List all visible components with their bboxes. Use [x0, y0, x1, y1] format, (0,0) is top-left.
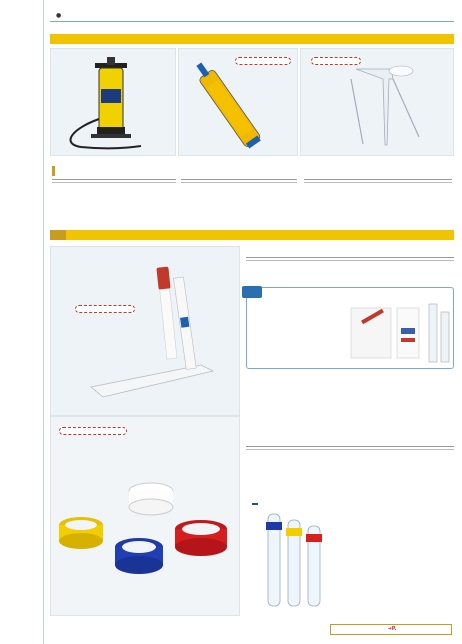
marker-set-spec-table [246, 257, 454, 261]
footer-cross-reference[interactable] [330, 624, 452, 635]
table-row [246, 447, 454, 450]
footer-link-page: ➜P. [387, 626, 397, 633]
bubble-callout [235, 57, 291, 65]
twoway-pump-photo [50, 48, 176, 156]
tube-pump-photo [178, 48, 298, 156]
twoway-pump-name [52, 166, 60, 176]
usage-example-photo [246, 512, 338, 610]
bd-spec-table [304, 179, 452, 183]
test-tube-marker-spec-table [246, 446, 454, 450]
usage-instructions-box [246, 287, 454, 369]
test-tube-marker-photo [50, 416, 240, 616]
section-tag [50, 230, 66, 240]
point-badge [242, 286, 262, 298]
marker-set-photo [50, 246, 240, 416]
bubble-callout [75, 305, 135, 313]
marker-section-header [50, 230, 454, 240]
table-row [246, 258, 454, 261]
usage-illustration [349, 302, 453, 366]
tube-spec-table [181, 179, 297, 183]
twoway-spec-table [52, 179, 176, 183]
bd-pump-photo [300, 48, 454, 156]
sidebar-nav [0, 0, 44, 644]
divider [50, 21, 454, 22]
bubble-callout [59, 427, 127, 435]
pump-section-header [50, 34, 454, 44]
breadcrumb: ● [56, 12, 62, 19]
table-row [52, 180, 176, 183]
table-row [304, 180, 452, 183]
table-row [181, 180, 297, 183]
look-reference[interactable] [246, 501, 260, 508]
bubble-callout [311, 57, 361, 65]
